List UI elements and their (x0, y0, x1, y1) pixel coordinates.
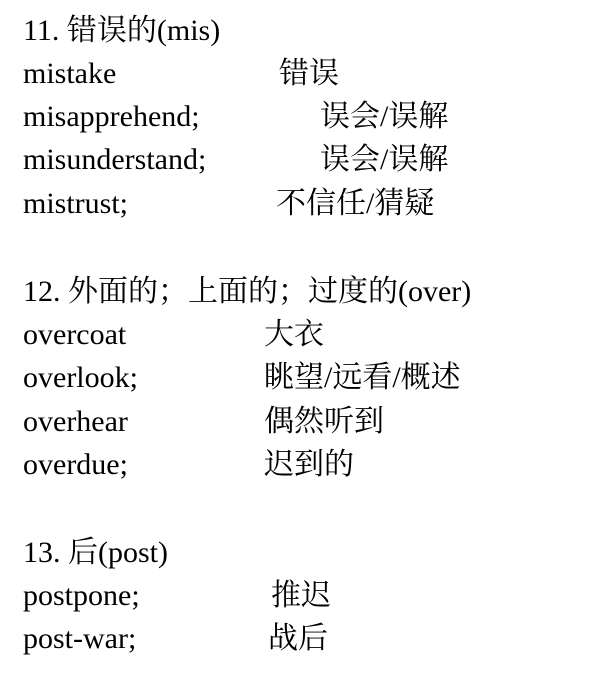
vocab-meaning: 误会/误解 (320, 100, 449, 133)
vocab-meaning: 错误 (279, 57, 339, 90)
vocab-term: misapprehend; (23, 100, 200, 133)
vocab-term: overlook; (23, 361, 138, 394)
vocab-meaning: 推迟 (271, 579, 331, 612)
vocab-term: overcoat (23, 318, 127, 351)
vocab-meaning: 大衣 (264, 318, 324, 351)
vocab-meaning: 偶然听到 (264, 405, 384, 438)
vocab-meaning: 不信任/猜疑 (276, 187, 435, 220)
vocab-term: mistake (23, 57, 117, 90)
vocab-term: mistrust; (23, 187, 129, 220)
vocab-term: overhear (23, 405, 128, 438)
vocab-term: postpone; (23, 579, 140, 612)
section-heading: 12. 外面的；上面的；过度的(over) (23, 275, 472, 308)
vocab-term: misunderstand; (23, 143, 207, 176)
vocab-term: post-war; (23, 622, 137, 655)
vocab-term: overdue; (23, 448, 128, 481)
vocab-meaning: 战后 (268, 622, 328, 655)
section-heading: 11. 错误的(mis) (23, 14, 221, 47)
section-heading: 13. 后(post) (23, 536, 168, 569)
vocab-meaning: 眺望/远看/概述 (264, 361, 461, 394)
vocab-meaning: 误会/误解 (320, 143, 449, 176)
vocab-meaning: 迟到的 (264, 448, 354, 481)
